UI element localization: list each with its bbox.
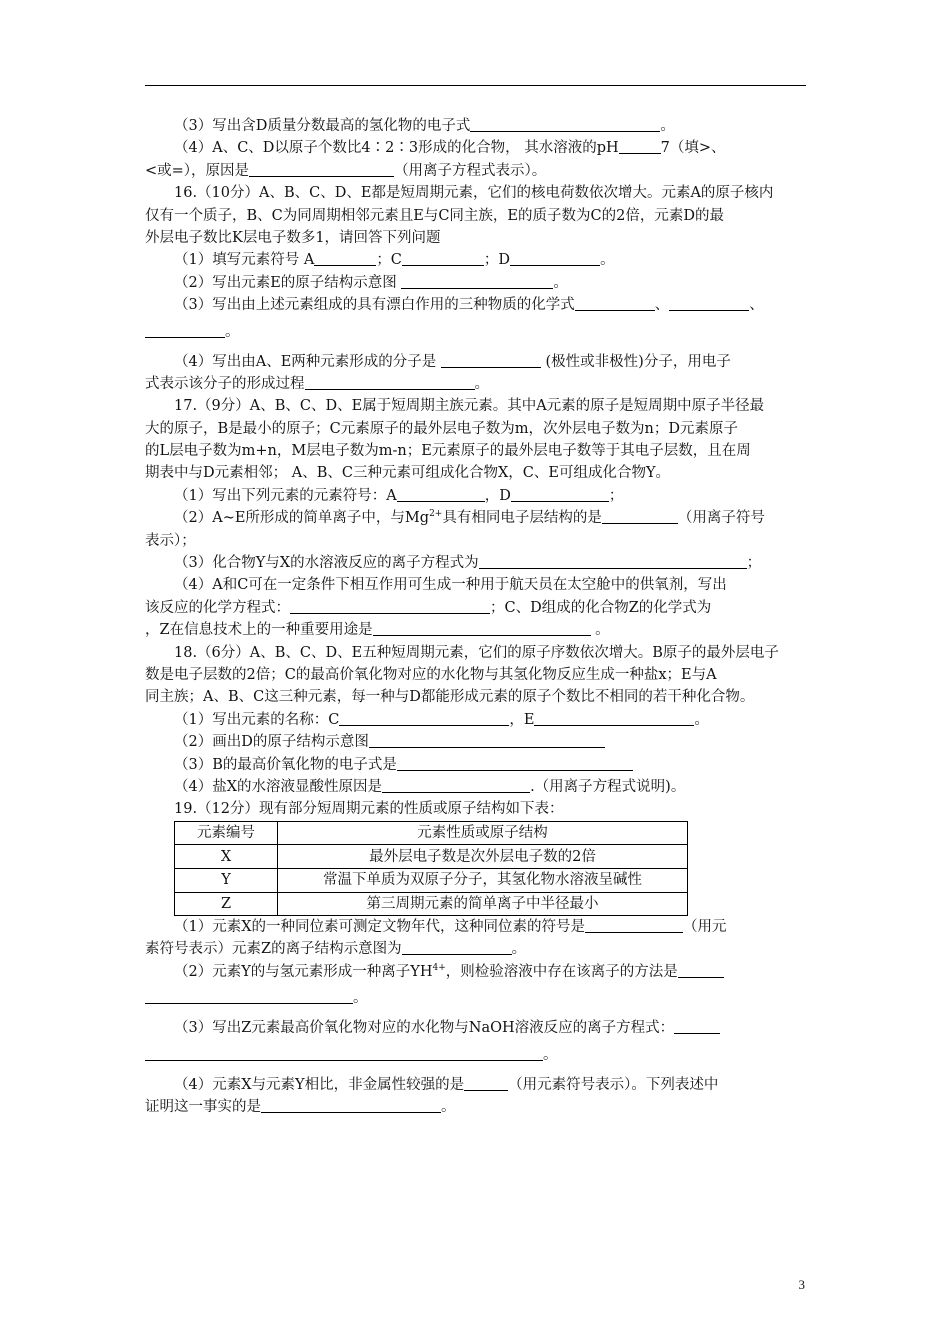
q16-part4: [145, 351, 806, 373]
q19-part4: [145, 1074, 806, 1096]
q18-2-text: （2）画出D的原子结构示意图: [174, 734, 369, 751]
answer-blank[interactable]: [441, 352, 541, 368]
table-header-cell: 元素性质或原子结构: [278, 821, 688, 845]
answer-blank[interactable]: [339, 710, 509, 726]
q16-part4-cont: [145, 373, 806, 395]
q19-4-text-c: 证明这一事实的是: [145, 1099, 261, 1116]
table-header-row: [175, 821, 688, 845]
q16-heading: 16.（10分）A、B、C、D、E都是短周期元素，它们的核电荷数依次增大。元素A的原子核内: [174, 185, 774, 202]
table-row: [175, 845, 688, 869]
table-cell: 常温下单质为双原子分子，其氢化物水溶液呈碱性: [278, 868, 688, 892]
q19-4-text: （4）元素X与元素Y相比，非金属性较强的是: [174, 1076, 465, 1093]
q19-2-text: （2）元素Y的与氢元素形成一种离子YH: [174, 963, 433, 980]
q15-4-text-c: <或=），原因是: [145, 162, 250, 179]
q16-4-text-c: 式表示该分子的形成过程: [145, 375, 305, 392]
q17-part4: （4）A和C可在一定条件下相互作用可生成一种用于航天员在太空舱中的供氧剂，写出: [174, 577, 727, 594]
answer-blank[interactable]: [674, 1018, 720, 1034]
q16-4-text-d: 。: [474, 375, 489, 392]
answer-blank[interactable]: [402, 939, 512, 955]
answer-blank[interactable]: [534, 710, 694, 726]
q17-part4-cont: [145, 619, 806, 641]
q19-part3: [145, 1017, 806, 1039]
q16-stem-line: 外层电子数比K层电子数多1，请回答下列问题: [145, 229, 441, 246]
answer-blank[interactable]: [145, 988, 353, 1004]
q19-part3-cont: [145, 1040, 806, 1074]
answer-blank[interactable]: [145, 1045, 543, 1061]
answer-blank[interactable]: [373, 620, 591, 636]
q16-4-text-b: (极性或非极性)分子，用电子: [540, 353, 731, 370]
q19-2-text-b: ，则检验溶液中存在该离子的方法是: [445, 963, 678, 980]
q17-4-text-d: ，Z在信息技术上的一种重要用途是: [145, 622, 373, 639]
answer-blank[interactable]: [145, 322, 225, 338]
q18-4-text: （4）盐X的水溶液显酸性原因是: [174, 778, 383, 795]
q19-2-end: 。: [353, 990, 368, 1007]
q17-1-text: （1）写出下列元素的元素符号：A: [174, 487, 397, 504]
answer-blank[interactable]: [401, 273, 553, 289]
q17-stem-line: 期表中与D元素相邻； A、B、C三种元素可组成化合物X，C、E可组成化合物Y。: [145, 465, 671, 482]
superscript-charge: 4+: [432, 963, 446, 974]
q16-part3-cont: [145, 317, 806, 351]
answer-blank[interactable]: [314, 250, 376, 266]
table-row: [175, 892, 688, 916]
q18-part1: [145, 709, 806, 731]
answer-blank[interactable]: [470, 116, 660, 132]
q16-1-text: （1）填写元素符号 A: [174, 252, 315, 269]
q19-part1: [145, 916, 806, 938]
q15-part3: [145, 115, 806, 137]
q19-part2: [145, 961, 806, 983]
q16-3-sep: 、: [749, 297, 764, 314]
q15-4-text-b: 7（填>、: [660, 140, 726, 157]
answer-blank[interactable]: [669, 295, 749, 311]
q19-3-text: （3）写出Z元素最高价氧化物对应的水化物与NaOH溶液反应的离子方程式：: [174, 1020, 675, 1037]
q16-4-text: （4）写出由A、E两种元素形成的分子是: [174, 353, 441, 370]
answer-blank[interactable]: [305, 374, 475, 390]
q16-3-text: （3）写出由上述元素组成的具有漂白作用的三种物质的化学式: [174, 297, 575, 314]
q19-part4-cont: [145, 1096, 806, 1118]
q17-2-text-b: 具有相同电子层结构的是: [442, 510, 602, 527]
table-row: [175, 868, 688, 892]
q18-part3: [145, 754, 806, 776]
q17-4-text-e: 。: [590, 622, 610, 639]
q17-1-text-b: ，D: [484, 487, 511, 504]
q19-heading: 19.（12分）现有部分短周期元素的性质或原子结构如下表：: [174, 801, 564, 818]
q19-3-end: 。: [543, 1046, 558, 1063]
table-cell: Y: [175, 868, 278, 892]
q15-part4-cont: [145, 160, 806, 182]
answer-blank[interactable]: [511, 486, 609, 502]
table-cell: Z: [175, 892, 278, 916]
q17-part2-cont: 表示）；: [145, 532, 196, 549]
table-header-cell: 元素编号: [175, 821, 278, 845]
q18-1-text-b: ，E: [509, 711, 535, 728]
q15-3-text: （3）写出含D质量分数最高的氢化物的电子式: [174, 118, 471, 134]
q18-part4: [145, 776, 806, 798]
q18-1-text-c: 。: [694, 711, 709, 728]
answer-blank[interactable]: [261, 1097, 441, 1113]
q17-4-text-c: ；C、D组成的化合物Z的化学式为: [490, 599, 712, 616]
answer-blank[interactable]: [397, 755, 633, 771]
q16-2-text: （2）写出元素E的原子结构示意图: [174, 274, 402, 291]
q18-3-text: （3）B的最高价氧化物的电子式是: [174, 756, 397, 773]
q17-3-text: （3）化合物Y与X的水溶液反应的离子方程式为: [174, 555, 479, 572]
q15-part4: [145, 137, 806, 159]
q16-stem-line: 仅有一个质子，B、C为同周期相邻元素且E与C同主族，E的质子数为C的2倍，元素D的最: [145, 207, 724, 224]
q17-1-text-c: ；: [608, 487, 624, 504]
page-number: 3: [798, 1277, 805, 1292]
q17-2-text-c: （用离子符号: [677, 510, 765, 527]
answer-blank[interactable]: [510, 250, 600, 266]
q17-3-end: ；: [746, 555, 762, 572]
q17-2-text: （2）A~E所形成的简单离子中，与Mg: [174, 510, 430, 527]
table-cell: X: [175, 845, 278, 869]
q15-4-text-d: （用离子方程式表示）。: [394, 162, 547, 179]
header-rule: [145, 85, 806, 86]
superscript-charge: 2+: [429, 509, 443, 520]
q15-4-text: （4）A、C、D以原子个数比4∶2∶3形成的化合物， 其水溶液的pH: [174, 140, 619, 157]
answer-blank[interactable]: [479, 553, 747, 569]
q19-1-text-c: 素符号表示）元素Z的离子结构示意图为: [145, 941, 402, 958]
q17-4-text-b: 该反应的化学方程式：: [145, 599, 290, 616]
answer-blank[interactable]: [602, 508, 678, 524]
answer-blank[interactable]: [397, 486, 485, 502]
q19-4-text-b: （用元素符号表示）。下列表述中: [508, 1076, 719, 1093]
q18-heading: 18.（6分）A、B、C、D、E五种短周期元素，它们的原子序数依次增大。B原子的最外层电子: [174, 644, 779, 661]
answer-blank[interactable]: [369, 732, 605, 748]
q17-stem-line: 的L层电子数为m+n，M层电子数为m-n；E元素原子的最外层电子数等于其电子层数，且在周: [145, 443, 751, 460]
q16-part2: [145, 272, 806, 294]
q16-3-sep: 、: [654, 297, 670, 314]
answer-blank[interactable]: [575, 295, 655, 311]
q16-part3: [145, 294, 806, 316]
answer-blank[interactable]: [619, 138, 661, 154]
q19-part1-cont: [145, 938, 806, 960]
q18-1-text: （1）写出元素的名称：C: [174, 711, 340, 728]
element-property-table: [174, 821, 688, 916]
answer-blank[interactable]: [585, 917, 683, 933]
answer-blank[interactable]: [249, 161, 394, 177]
q17-part4-cont: [145, 597, 806, 619]
q19-1-text: （1）元素X的一种同位素可测定文物年代，这种同位素的符号是: [174, 919, 586, 936]
answer-blank[interactable]: [402, 250, 484, 266]
answer-blank[interactable]: [290, 598, 490, 614]
q17-heading: 17.（9分）A、B、C、D、E属于短周期主族元素。其中A元素的原子是短周期中原子半径最: [174, 398, 765, 415]
q17-stem-line: 大的原子，B是最小的原子；C元素原子的最外层电子数为m，次外层电子数为n；D元素原子: [145, 420, 738, 437]
q17-part2: [145, 507, 806, 529]
answer-blank[interactable]: [678, 962, 724, 978]
q18-stem-line: 同主族；A、B、C这三种元素，每一种与D都能形成元素的原子个数比不相同的若干种化合物。: [145, 689, 755, 706]
q19-part2-cont: [145, 983, 806, 1017]
table-cell: 第三周期元素的简单离子中半径最小: [278, 892, 688, 916]
q19-1-text-b: （用元: [683, 919, 727, 936]
q15-3-end: 。: [660, 118, 675, 134]
answer-blank[interactable]: [464, 1075, 508, 1091]
answer-blank[interactable]: [382, 777, 530, 793]
q16-part1: [145, 249, 806, 271]
q18-part2: [145, 731, 806, 753]
q18-stem-line: 数是电子层数的2倍；C的最高价氧化物对应的水化物与其氢化物反应生成一种盐x；E与A: [145, 666, 717, 683]
q16-2-end: 。: [553, 274, 568, 291]
q16-3-end: 。: [225, 323, 240, 340]
q16-1-text-b: ；C: [376, 252, 402, 269]
q17-part1: [145, 485, 806, 507]
q16-1-text-d: 。: [600, 252, 615, 269]
q18-4-text-b: .（用离子方程式说明)。: [530, 778, 686, 795]
q19-1-text-d: 。: [511, 941, 527, 958]
q16-1-text-c: ；D: [483, 252, 511, 269]
q19-4-text-d: 。: [441, 1099, 456, 1116]
table-cell: 最外层电子数是次外层电子数的2倍: [278, 845, 688, 869]
page-body: [145, 115, 806, 1118]
q17-part3: [145, 552, 806, 574]
